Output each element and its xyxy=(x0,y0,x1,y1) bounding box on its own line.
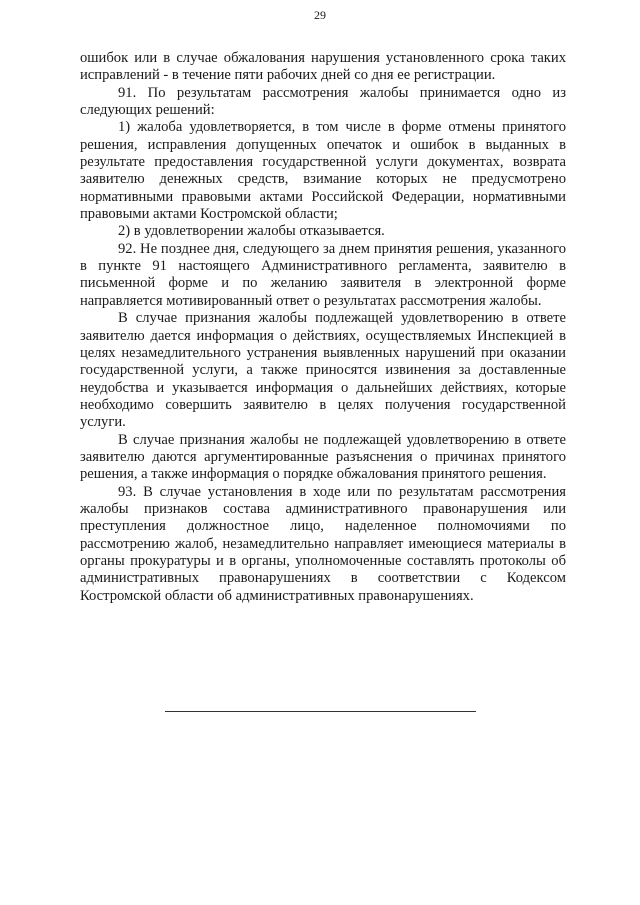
paragraph-continuation: ошибок или в случае обжалования нарушения установленного срока таких исправлений - в течение пяти рабочих дней со дня ее регистрации. xyxy=(80,50,566,84)
closing-separator-line xyxy=(165,711,476,712)
paragraph-92: 92. Не позднее дня, следующего за днем принятия решения, указанного в пункте 91 настоящего Административного регламента, заявителю в письменной форме и по желанию заявителя в электронной форме направляется мотивированный ответ о результатах рассмотрения жалобы. xyxy=(80,240,566,309)
paragraph-92-rejected: В случае признания жалобы не подлежащей удовлетворению в ответе заявителю даются аргументированные разъяснения о причинах принятого решения, а также информация о порядке обжалования принятого решения. xyxy=(80,431,566,483)
paragraph-91: 91. По результатам рассмотрения жалобы принимается одно из следующих решений: xyxy=(80,84,566,119)
paragraph-92-satisfied: В случае признания жалобы подлежащей удовлетворению в ответе заявителю дается информация о действиях, осуществляемых Инспекцией в целях незамедлительного устранения выявленных нарушений при оказании государственной услуги, а также приносятся извинения за доставленные неудобства и указывается информация о дальнейших действиях, которые необходимо совершить заявителю в целях получения государственной услуги. xyxy=(80,310,566,431)
document-body xyxy=(80,50,566,605)
paragraph-91-item-1: 1) жалоба удовлетворяется, в том числе в форме отмены принятого решения, исправления допущенных опечаток и ошибок в выданных в результате предоставления государственной услуги документах, возврата заявителю денежных средств, взимание которых не предусмотрено нормативными правовыми актами Российской Федерации, нормативными правовыми актами Костромской области; xyxy=(80,119,566,223)
paragraph-93: 93. В случае установления в ходе или по результатам рассмотрения жалобы признаков состава административного правонарушения или преступления должностное лицо, наделенное полномочиями по рассмотрению жалоб, незамедлительно направляет имеющиеся материалы в органы прокуратуры и в органы, уполномоченные составлять протоколы об административных правонарушениях в соответствии с Кодексом Костромской области об административных правонарушениях. xyxy=(80,483,566,604)
page-number: 29 xyxy=(314,8,326,22)
paragraph-91-item-2: 2) в удовлетворении жалобы отказывается. xyxy=(118,223,385,240)
